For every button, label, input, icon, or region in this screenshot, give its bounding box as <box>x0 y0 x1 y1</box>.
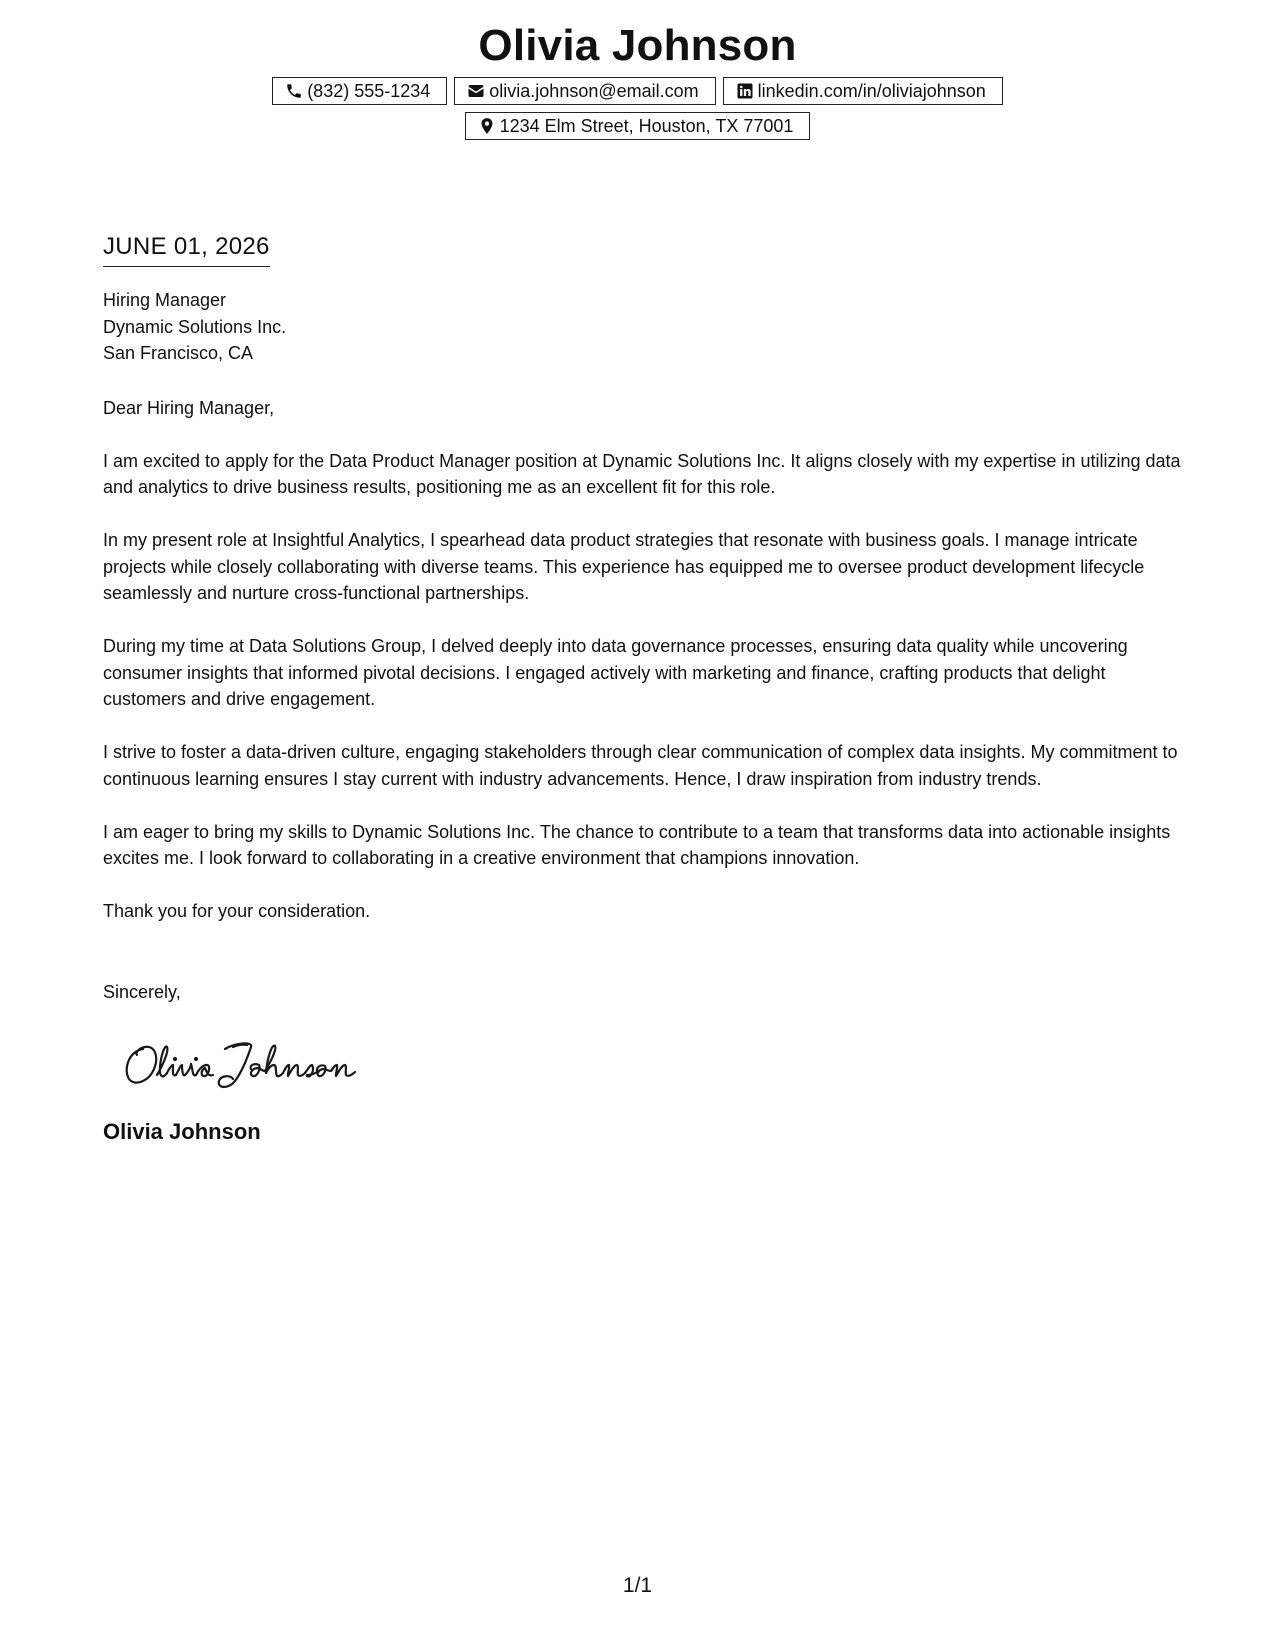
body-paragraph: I am excited to apply for the Data Product Manager position at Dynamic Solutions Inc. It aligns closely with my expertise in utilizing data and analytics to drive business results, positioning me as an excellent fit for this role. <box>103 450 1181 497</box>
recipient-block <box>103 287 1183 367</box>
page-number: 1/1 <box>622 1574 653 1597</box>
contact-row <box>0 77 1275 105</box>
salutation: Dear Hiring Manager, <box>103 397 275 418</box>
linkedin-chip[interactable] <box>723 77 1003 105</box>
body-paragraph: In my present role at Insightful Analytics, I spearhead data product strategies that resonate with business goals. I manage intricate projects while closely collaborating with diverse teams. This experience has equipped me to oversee product development lifecycle seamlessly and nurture cross-functional partnerships. <box>103 530 1145 603</box>
recipient-company: Dynamic Solutions Inc. <box>103 316 287 337</box>
letter-body <box>103 230 1183 1147</box>
closing-line: Sincerely, <box>103 981 181 1002</box>
body-paragraph: I strive to foster a data-driven culture, engaging stakeholders through clear communication of complex data insights. My commitment to continuous learning ensures I stay current with industry advancements. Hence, I draw inspiration from industry trends. <box>103 742 1178 789</box>
map-marker-icon <box>478 117 496 135</box>
body-paragraph: I am eager to bring my skills to Dynamic Solutions Inc. The chance to contribute to a team that transforms data into actionable insights excites me. I look forward to collaborating in a creative environment that champions innovation. <box>103 821 1171 868</box>
applicant-name: Olivia Johnson <box>478 21 797 70</box>
recipient-location: San Francisco, CA <box>103 343 254 363</box>
phone-text: (832) 555-1234 <box>307 80 431 101</box>
letter-date: JUNE 01, 2026 <box>103 230 270 267</box>
body-paragraph: During my time at Data Solutions Group, I delved deeply into data governance processes, ensuring data quality while uncovering consumer insights that informed pivotal decisions. I engaged actively with marketing and finance, crafting products that delight customers and drive engagement. <box>103 636 1128 709</box>
address-text: 1234 Elm Street, Houston, TX 77001 <box>499 115 794 136</box>
phone-icon <box>285 82 303 100</box>
address-chip <box>465 112 811 140</box>
linkedin-icon <box>736 82 754 100</box>
handwritten-signature <box>121 1035 361 1093</box>
address-row <box>0 112 1275 140</box>
phone-chip[interactable] <box>272 77 447 105</box>
email-text: olivia.johnson@email.com <box>489 80 699 101</box>
email-chip[interactable] <box>454 77 715 105</box>
envelope-icon <box>467 82 485 100</box>
recipient-title: Hiring Manager <box>103 290 227 310</box>
letter-header <box>0 18 1275 140</box>
thank-you-line: Thank you for your consideration. <box>103 901 371 921</box>
linkedin-text: linkedin.com/in/oliviajohnson <box>757 80 986 101</box>
signer-name: Olivia Johnson <box>103 1118 261 1144</box>
